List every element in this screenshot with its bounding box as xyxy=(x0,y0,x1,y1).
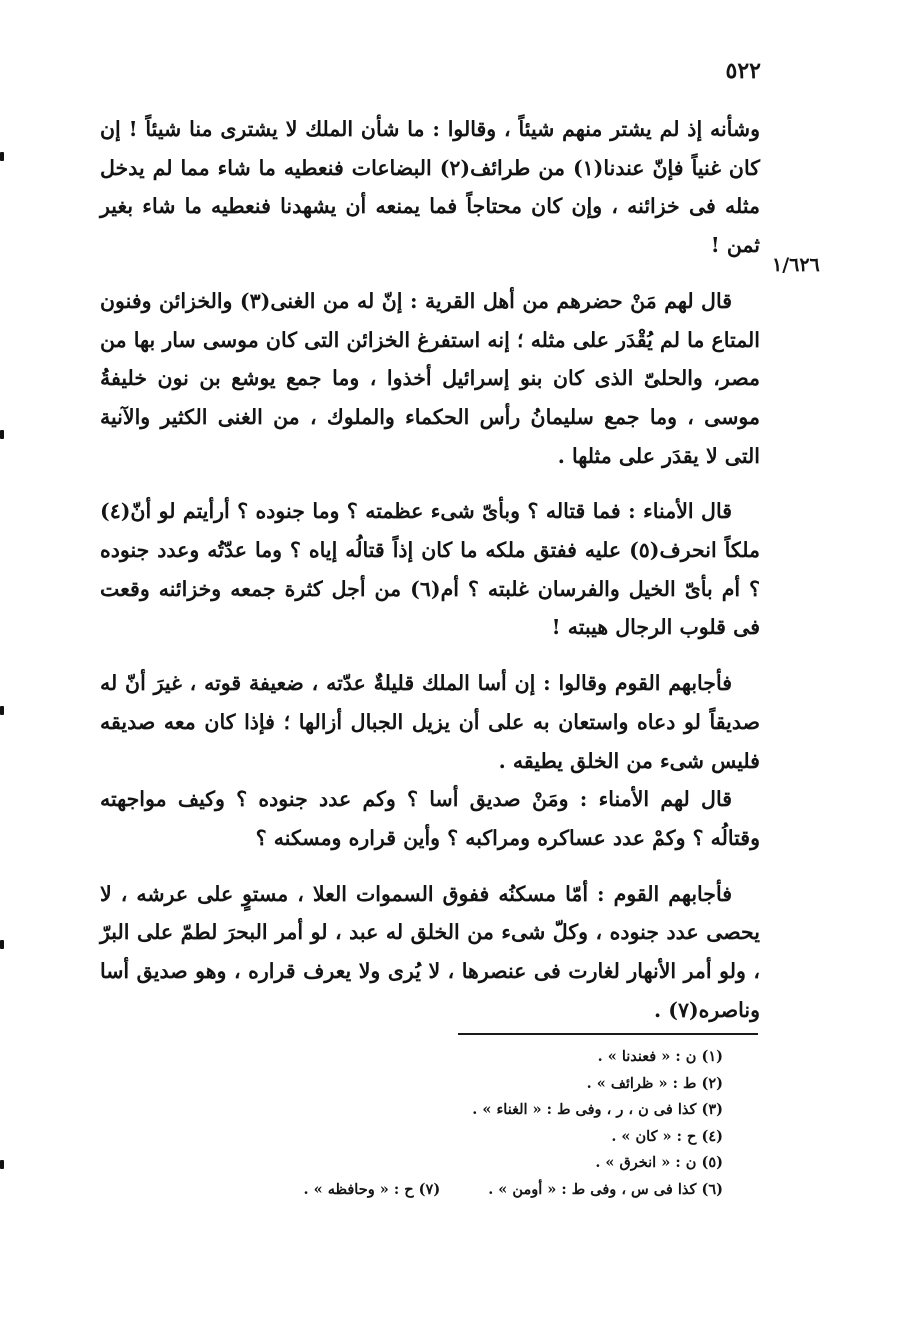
paragraph xyxy=(100,110,760,265)
paragraph xyxy=(100,875,760,1030)
scan-mark xyxy=(0,152,4,161)
footnote xyxy=(304,1177,724,1204)
footnote-text: (١) ن : « فعندنا » . xyxy=(597,1048,723,1065)
footnote xyxy=(304,1097,724,1124)
footnote xyxy=(304,1124,724,1151)
paragraph xyxy=(100,664,760,780)
footnote-text: (٣) كذا فى ن ، ر ، وفى ط : « الغناء » . xyxy=(472,1101,723,1119)
footnote-text: (٦) كذا فى س ، وفى ط : « أومن » . xyxy=(488,1180,723,1198)
paragraph-text: قال الأمناء : فما قتاله ؟ وبأىّ شىء عظمته ؟ وما جنوده ؟ أرأيتم لو أنّ(٤) ملكاً انحرف(٥) عليه ففتق ملكه ما كان إذاً قتالُه إياه ؟ وما عدّتُه وعدد جنوده ؟ أم بأىّ الخيل والفرسان غلبته ؟ أم(٦) من أجل كثرة جمعه وخزائنه وقعت فى قلوب الرجال هيبته ! xyxy=(100,499,760,640)
paragraph-text: فأجابهم القوم : أمّا مسكنُه ففوق السموات العلا ، مستوٍ على عرشه ، لا يحصى عدد جنوده ، وكلّ شىء من الخلق له عبد ، لو أمر البحرَ لطمّ على البرّ ، ولو أمر الأنهار لغارت فى عنصرها ، لا يُرى ولا يعرف قراره ، وهو صديق أسا وناصره(٧) . xyxy=(100,881,760,1022)
paragraph xyxy=(100,780,760,857)
paragraph xyxy=(100,282,760,476)
scan-mark xyxy=(0,430,4,439)
footnotes xyxy=(304,1044,724,1204)
footnote xyxy=(304,1071,724,1098)
paragraph-text: قال لهم مَنْ حضرهم من أهل القرية : إنّ له من الغنى(٣) والخزائن وفنون المتاع ما لم يُقْدَر على مثله ؛ إنه استفرغ الخزائن التى كان موسى سار بها من مصر، والحلىّ الذى كان بنو إسرائيل أخذوا ، وما جمع يوشع بن نون خليفةُ موسى ، وما جمع سليمانُ رأس الحكماء والملوك ، من الغنى الكثير والآنية التى لا يقدَر على مثلها . xyxy=(100,288,760,468)
footnote-text: (٥) ن : « انخرق » . xyxy=(595,1154,723,1172)
footnote xyxy=(304,1044,724,1071)
paragraph xyxy=(100,492,760,647)
footnote xyxy=(304,1150,724,1177)
paragraph-text: فأجابهم القوم وقالوا : إن أسا الملك قليلةٌ عدّته ، ضعيفة قوته ، غيرَ أنّ له صديقاً لو دعاه واستعان به على أن يزيل الجبال أزالها ؛ فإذا كان معه صديقه فليس شىء من الخلق يطيقه . xyxy=(100,671,760,773)
footnote-text: (٧) ح : « وحافظه » . xyxy=(303,1180,441,1198)
page-number: ٥٢٢ xyxy=(725,58,761,84)
scan-mark xyxy=(0,940,4,949)
footnote-text: (٢) ط : « ظرائف » . xyxy=(586,1074,723,1092)
paragraph-text: قال لهم الأمناء : ومَنْ صديق أسا ؟ وكم عدد جنوده ؟ وكيف مواجهته وقتالُه ؟ وكمْ عدد عساكره ومراكبه ؟ وأين قراره ومسكنه ؟ xyxy=(100,787,760,850)
margin-reference: ١/٦٢٦ xyxy=(772,254,820,276)
paragraph-text: وشأنه إذ لم يشتر منهم شيئاً ، وقالوا : ما شأن الملك لا يشترى منا شيئاً ! إن كان غنياً فإنّ عندنا(١) من طرائف(٢) البضاعات فنعطيه ما شاء مما لم يدخل مثله فى خزائنه ، وإن كان محتاجاً فما يمنعه أن يشهدنا فنعطيه ما شاء بغير ثمن ! xyxy=(100,117,760,258)
scan-mark xyxy=(0,706,4,715)
body-text xyxy=(100,110,760,1029)
footnote-text: (٤) ح : « كان » . xyxy=(611,1127,723,1145)
scan-mark xyxy=(0,1160,4,1169)
footnote-divider xyxy=(458,1033,758,1035)
